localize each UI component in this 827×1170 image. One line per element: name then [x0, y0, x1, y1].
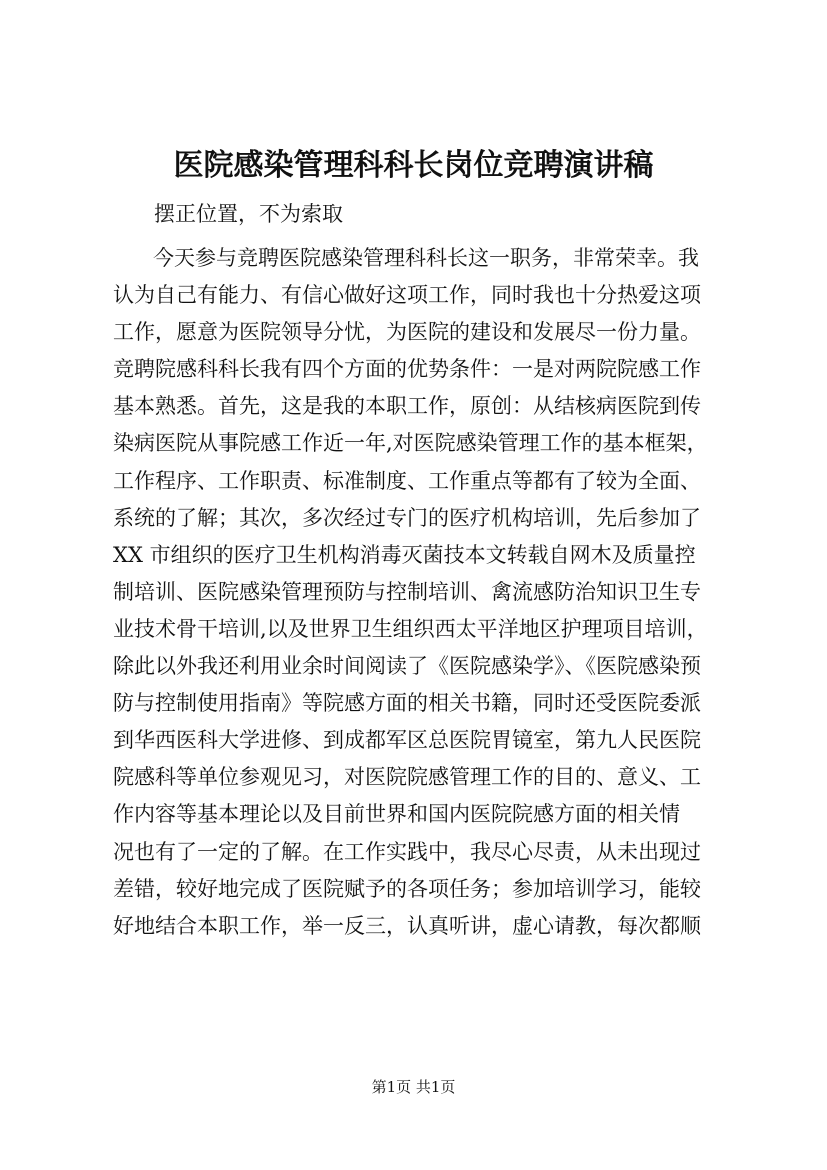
body-line: 到华西医科大学进修、到成都军区总医院胃镜室，第九人民医院	[113, 728, 701, 753]
body-line: 业技术骨干培训,以及世界卫生组织西太平洋地区护理项目培训，	[113, 616, 708, 641]
body-line: 好地结合本职工作，举一反三，认真听讲，虚心请教，每次都顺	[113, 913, 701, 938]
body-line: 作内容等基本理论以及目前世界和国内医院院感方面的相关情	[113, 802, 680, 827]
body-line: 基本熟悉。首先，这是我的本职工作，原创：从结核病医院到传	[113, 394, 701, 419]
body-line: 防与控制使用指南》等院感方面的相关书籍，同时还受医院委派	[113, 691, 701, 716]
body-text	[113, 240, 753, 945]
body-line: 况也有了一定的了解。在工作实践中，我尽心尽责，从未出现过	[113, 839, 701, 864]
body-line: 院感科等单位参观见习，对医院院感管理工作的目的、意义、工	[113, 765, 701, 790]
body-line: 今天参与竞聘医院感染管理科科长这一职务，非常荣幸。我	[153, 246, 699, 270]
body-line: XX 市组织的医疗卫生机构消毒灭菌技本文转载自网木及质量控	[113, 542, 696, 567]
body-line: 工作，愿意为医院领导分忧，为医院的建设和发展尽一份力量。	[113, 320, 701, 345]
body-line: 染病医院从事院感工作近一年,对医院感染管理工作的基本框架，	[113, 431, 708, 456]
body-line: 系统的了解；其次，多次经过专门的医疗机构培训，先后参加了	[113, 505, 701, 530]
body-line: 差错，较好地完成了医院赋予的各项任务；参加培训学习，能较	[113, 876, 701, 901]
page-footer: 第1页 共1页	[371, 1078, 456, 1096]
body-line: 工作程序、工作职责、标准制度、工作重点等都有了较为全面、	[113, 468, 701, 493]
page-title: 医院感染管理科科长岗位竞聘演讲稿	[173, 148, 654, 183]
section-subtitle: 摆正位置，不为索取	[154, 202, 343, 226]
body-line: 除此以外我还利用业余时间阅读了《医院感染学》、《医院感染预	[113, 654, 701, 679]
body-line: 认为自己有能力、有信心做好这项工作，同时我也十分热爱这项	[113, 283, 701, 308]
body-line: 制培训、医院感染管理预防与控制培训、禽流感防治知识卫生专	[113, 579, 701, 604]
body-line: 竞聘院感科科长我有四个方面的优势条件：一是对两院院感工作	[113, 357, 701, 382]
